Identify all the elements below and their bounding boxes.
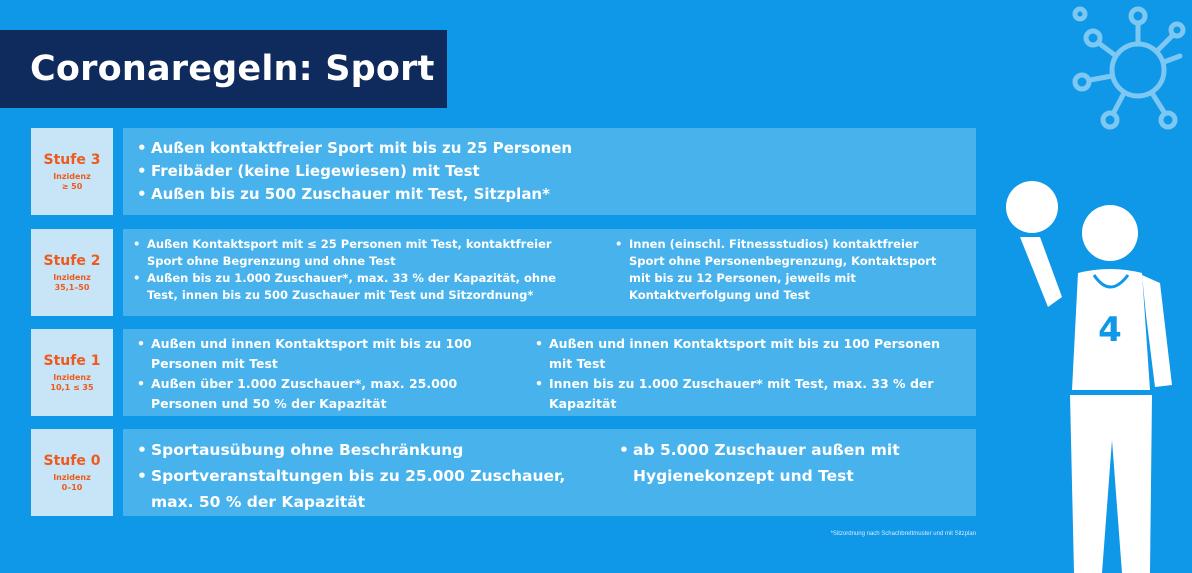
jersey-number: 4 [1098,310,1122,350]
incidence-label: Inzidenz [53,171,91,181]
rule-list [613,236,953,304]
rule-item: • Außen und innen Kontaktsport mit bis zu 100 Personen mit Test [533,334,963,374]
rule-item: • Innen bis zu 1.000 Zuschauer* mit Test, max. 33 % der Kapazität [533,374,963,414]
rule-item: • Freibäder (keine Liegewiesen) mit Test [135,160,955,183]
incidence-label: Inzidenz [53,372,91,382]
level-name: Stufe 1 [43,352,101,369]
level-badge [31,429,113,516]
incidence-label: Inzidenz [53,472,91,482]
level-badge [31,329,113,416]
level-rules-box [123,329,976,416]
level-rules-box [123,128,976,215]
rule-list [131,236,571,304]
rule-item: • Sportveranstaltungen bis zu 25.000 Zuschauer, max. 50 % der Kapazität [135,463,605,515]
incidence-value: 10,1 ≤ 35 [50,382,94,392]
rule-list [135,437,605,515]
virus-icon [1060,0,1192,135]
level-row-stufe-1 [31,329,976,416]
incidence-value: 0–10 [61,482,83,492]
rule-list [135,137,955,206]
rule-item: • Außen Kontaktsport mit ≤ 25 Personen mit Test, kontaktfreier Sport ohne Begrenzung und ohne Test [131,236,571,270]
footnote: *Sitzordnung nach Schachbrettmuster und mit Sitzplan [830,531,976,537]
level-badge [31,128,113,215]
basketball-player-icon [1000,175,1180,573]
incidence-value: ≥ 50 [61,181,83,191]
level-row-stufe-0 [31,429,976,516]
rule-item: • Außen bis zu 500 Zuschauer mit Test, Sitzplan* [135,183,955,206]
rule-item: • Innen (einschl. Fitnessstudios) kontaktfreier Sport ohne Personenbegrenzung, Kontaktsport mit bis zu 12 Personen, jeweils mit Kontaktverfolgung und Test [613,236,953,304]
level-badge [31,229,113,316]
incidence-label: Inzidenz [53,272,91,282]
level-name: Stufe 0 [43,452,101,469]
page-title: Coronaregeln: Sport [30,49,435,89]
rule-item: • Außen kontaktfreier Sport mit bis zu 25 Personen [135,137,955,160]
level-name: Stufe 3 [43,151,101,168]
level-rules-box [123,229,976,316]
rule-item: • Sportausübung ohne Beschränkung [135,437,605,463]
rule-list [135,334,485,414]
title-banner [0,30,447,108]
level-row-stufe-2 [31,229,976,316]
rule-item: • Außen über 1.000 Zuschauer*, max. 25.000 Personen und 50 % der Kapazität [135,374,485,414]
rule-item: • Außen bis zu 1.000 Zuschauer*, max. 33 % der Kapazität, ohne Test, innen bis zu 500 Zuschauer mit Test und Sitzordnung* [131,270,571,304]
rule-list [617,437,907,489]
rule-item: • ab 5.000 Zuschauer außen mit Hygienekonzept und Test [617,437,907,489]
rule-item: • Außen und innen Kontaktsport mit bis zu 100 Personen mit Test [135,334,485,374]
rule-list [533,334,963,414]
level-name: Stufe 2 [43,252,101,269]
level-row-stufe-3 [31,128,976,215]
incidence-value: 35,1–50 [54,282,90,292]
level-rules-box [123,429,976,516]
